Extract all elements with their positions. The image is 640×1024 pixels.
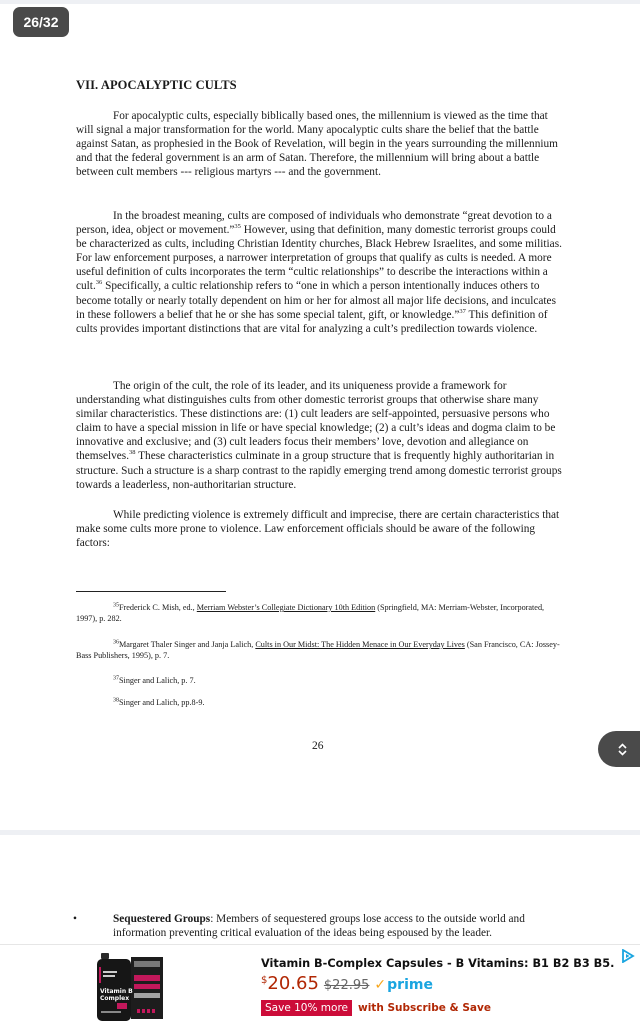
paragraph <box>76 379 566 492</box>
chevron-up-icon <box>618 743 627 749</box>
prime-label: prime <box>387 977 433 993</box>
page-divider <box>0 830 640 835</box>
ad-current-price <box>261 973 319 994</box>
product-image[interactable] <box>95 951 167 1021</box>
paragraph-text: The origin of the cult, the role of its leader, and its uniqueness provide a framework for understanding what distinguishes cults from other domestic terrorist groups that otherwise share many similar characteristics. These distinctions are: (1) cult leaders are self-appointed, persuasive persons who claim to have a special mission in life or have special knowledge; (2) a cult’s ideas and dogma claim to be innovative and exclusive; and (3) cult leaders focus their members’ love, devotion and allegiance on themselves. <box>76 380 556 463</box>
footnote-reference[interactable]: 37 <box>459 307 466 315</box>
footnote-title: Merriam Webster’s Collegiate Dictionary 10th Edition <box>196 603 376 612</box>
bullet-text <box>113 912 573 940</box>
save-badge: Save 10% more <box>261 1000 352 1016</box>
paragraph-text: While predicting violence is extremely difficult and imprecise, there are certain characteristics that make some cults more prone to violence. Law enforcement officials should be aware of the following factors: <box>76 509 560 550</box>
bullet-description: : Members of sequestered groups lose access to the outside world and information preventing critical evaluation of the ideas being espoused by the leader. <box>113 913 525 939</box>
viewer-top-strip <box>0 0 640 4</box>
footnote-title: Cults in Our Midst: The Hidden Menace in Our Everyday Lives <box>255 640 465 649</box>
paragraph-text: In the broadest meaning, cults are composed of individuals who demonstrate “great devotion to a person, idea, object or movement.” <box>76 210 552 237</box>
page-number: 26 <box>312 740 324 752</box>
footnote <box>76 639 566 661</box>
footnote-text: Singer and Lalich, p. 7. <box>119 676 196 685</box>
footnote-separator <box>76 591 226 592</box>
paragraph <box>76 109 566 179</box>
paragraph-text: For apocalyptic cults, especially biblically based ones, the millennium is viewed as the time that will signal a major transformation for the world. Many apocalyptic cults share the belief that the battle against Satan, as prophesied in the Book of Revelation, will begin in the years surrounding the millennium and that the federal government is an arm of Satan. Therefore, the millennium will bring about a battle between cult members --- religious martyrs --- and the government. <box>76 110 558 179</box>
price-value: 20.65 <box>267 973 319 994</box>
paragraph <box>76 508 566 550</box>
footnote <box>76 602 566 624</box>
bullet-term: Sequestered Groups <box>113 913 211 925</box>
page-scroll-button[interactable] <box>598 731 640 767</box>
section-heading: VII. APOCALYPTIC CULTS <box>76 78 237 92</box>
footnote-number: 37 <box>113 675 119 682</box>
footnote-reference[interactable]: 36 <box>95 279 103 287</box>
paragraph-text: These characteristics culminate in a group structure that is frequently highly authoritarian in structure. Such a structure is a sharp contrast to the rapidly emerging trend among domestic terrorist groups towards a leaderless, non-authoritarian structure. <box>76 450 562 491</box>
footnote-text: Frederick C. Mish, ed., <box>119 603 197 612</box>
bullet-marker: • <box>73 913 77 925</box>
footnote-number: 36 <box>113 639 119 646</box>
paragraph <box>76 209 566 336</box>
product-label-line: Vitamin B <box>100 988 133 995</box>
ad-price-row <box>261 973 433 994</box>
ad-banner[interactable] <box>0 944 640 1024</box>
footnote-reference[interactable]: 35 <box>234 223 241 231</box>
prime-check-icon: ✓ <box>374 977 387 993</box>
currency-symbol: $ <box>261 975 268 986</box>
ad-old-price: $22.95 <box>323 978 370 993</box>
footnote <box>76 697 566 708</box>
chevron-down-icon <box>618 750 627 756</box>
footnote-text: (San Francisco, CA: Jossey-Bass Publishers, 1995), p. 7. <box>76 640 560 660</box>
paragraph-text: This definition of cults provides important distinctions that are vital for analyzing a cult’s predilection towards violence. <box>76 308 548 335</box>
product-label-line: Complex <box>100 995 130 1002</box>
paragraph-text: Specifically, a cultic relationship refers to “one in which a person intentionally induces others to become totally or nearly totally dependent on him or her for almost all major life decisions, and inculcates in these followers a belief that he or she has some special talent, gift, or knowledge.” <box>76 280 556 321</box>
ad-save-row <box>261 1000 491 1016</box>
prime-badge <box>374 977 433 993</box>
footnote-text: (Springfield, MA: Merriam-Webster, Incorporated, 1997), p. 282. <box>76 603 545 623</box>
page-counter-badge: 26/32 <box>13 7 69 37</box>
footnote-number: 35 <box>113 602 119 609</box>
footnote-text: Singer and Lalich, pp.8-9. <box>119 698 205 707</box>
subscribe-save-text: with Subscribe & Save <box>358 1002 491 1014</box>
ad-choices-icon[interactable] <box>621 949 635 963</box>
paragraph-text: However, using that definition, many domestic terrorist groups could be characterized as cults, including Christian Identity churches, Black Hebrew Israelites, and some militias. For law enforcement purposes, a narrower interpretation of groups that qualify as cults is needed. A more useful definition of cults incorporates the term “cultic relationships” to describe the interactions within a cult. <box>76 224 562 293</box>
footnote-reference[interactable]: 38 <box>129 449 136 457</box>
footnote-text: Margaret Thaler Singer and Janja Lalich, <box>119 640 256 649</box>
ad-product-title[interactable]: Vitamin B-Complex Capsules - B Vitamins: B1 B2 B3 B5. <box>261 957 615 970</box>
footnote <box>76 675 566 686</box>
footnote-number: 38 <box>113 697 119 704</box>
